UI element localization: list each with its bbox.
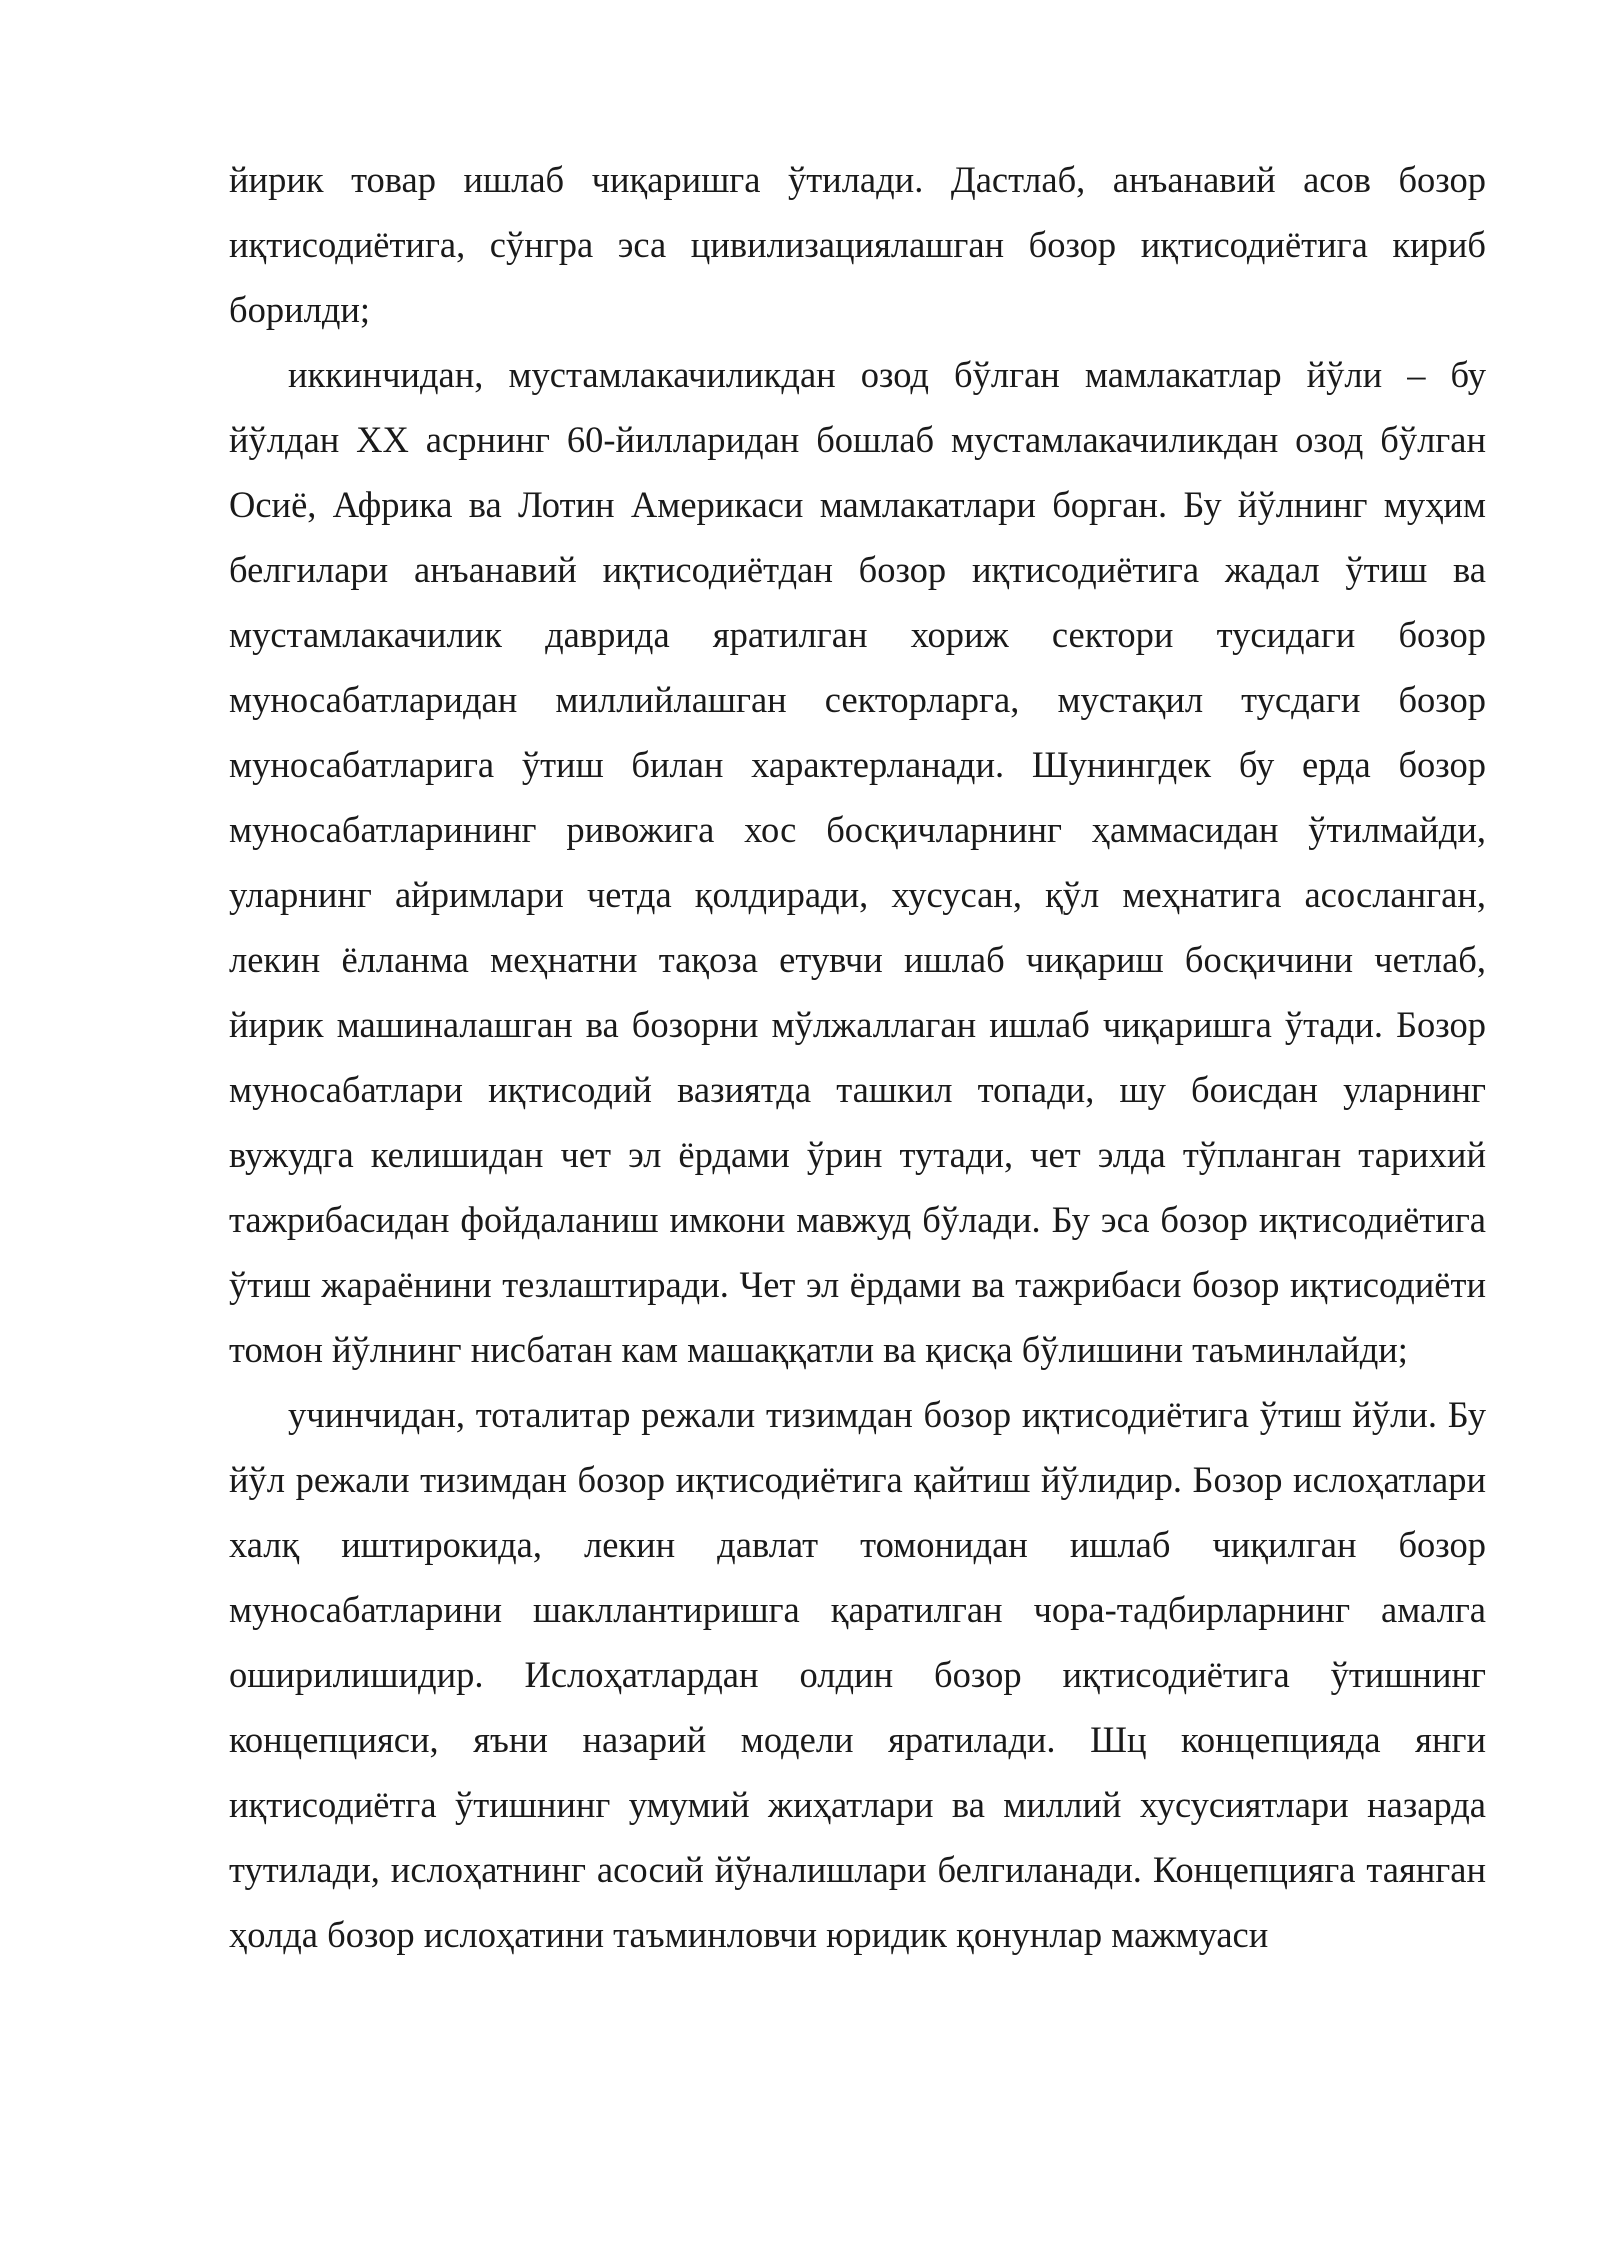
paragraph-second-path: иккинчидан, мустамлакачиликдан озод бўлган мамлакатлар йўли – бу йўлдан XX асрнинг 60-йилларидан бошлаб мустамлакачиликдан озод бўлган Осиё, Африка ва Лотин Америкаси мамлакатлари борган. Бу йўлнинг муҳим белгилари анъанавий иқтисодиётдан бозор иқтисодиётига жадал ўтиш ва мустамлакачилик даврида яратилган хориж сектори тусидаги бозор муносабатларидан миллийлашган секторларга, мустақил тусдаги бозор муносабатларига ўтиш билан характерланади. Шунингдек бу ерда бозор муносабатларининг ривожига хос босқичларнинг ҳаммасидан ўтилмайди, уларнинг айримлари четда қолдиради, хусусан, қўл меҳнатига асосланган, лекин ёлланма меҳнатни тақоза етувчи ишлаб чиқариш босқичини четлаб, йирик машиналашган ва бозорни мўлжаллаган ишлаб чиқаришга ўтади. Бозор муносабатлари иқтисодий вазиятда ташкил топади, шу боисдан уларнинг вужудга келишидан чет эл ёрдами ўрин тутади, чет элда тўпланган тарихий тажрибасидан фойдаланиш имкони мавжуд бўлади. Бу эса бозор иқтисодиётига ўтиш жараёнини тезлаштиради. Чет эл ёрдами ва тажрибаси бозор иқтисодиёти томон йўлнинг нисбатан кам машаққатли ва қисқа бўлишини таъминлайди;	[229, 354, 1486, 1370]
paragraph-third-path: учинчидан, тоталитар режали тизимдан бозор иқтисодиётига ўтиш йўли. Бу йўл режали тизимдан бозор иқтисодиётига қайтиш йўлидир. Бозор ислоҳатлари халқ иштирокида, лекин давлат томонидан ишлаб чиқилган бозор муносабатларини шакллантиришга қаратилган чора-тадбирларнинг амалга оширилишидир. Ислоҳатлардан олдин бозор иқтисодиётига ўтишнинг концепцияси, яъни назарий модели яратилади. Шц концепцияда янги иқтисодиётга ўтишнинг умумий жиҳатлари ва миллий хусусиятлари назарда тутилади, ислоҳатнинг асосий йўналишлари белгиланади. Концепцияга таянган ҳолда бозор ислоҳатини таъминловчи юридик қонунлар мажмуаси	[229, 1394, 1486, 1955]
paragraph-continuation: йирик товар ишлаб чиқаришга ўтилади. Дастлаб, анъанавий асов бозор иқтисодиётига, сўнгра эса цивилизациялашган бозор иқтисодиётига кириб борилди;	[229, 159, 1486, 330]
body-text	[229, 147, 1486, 1967]
